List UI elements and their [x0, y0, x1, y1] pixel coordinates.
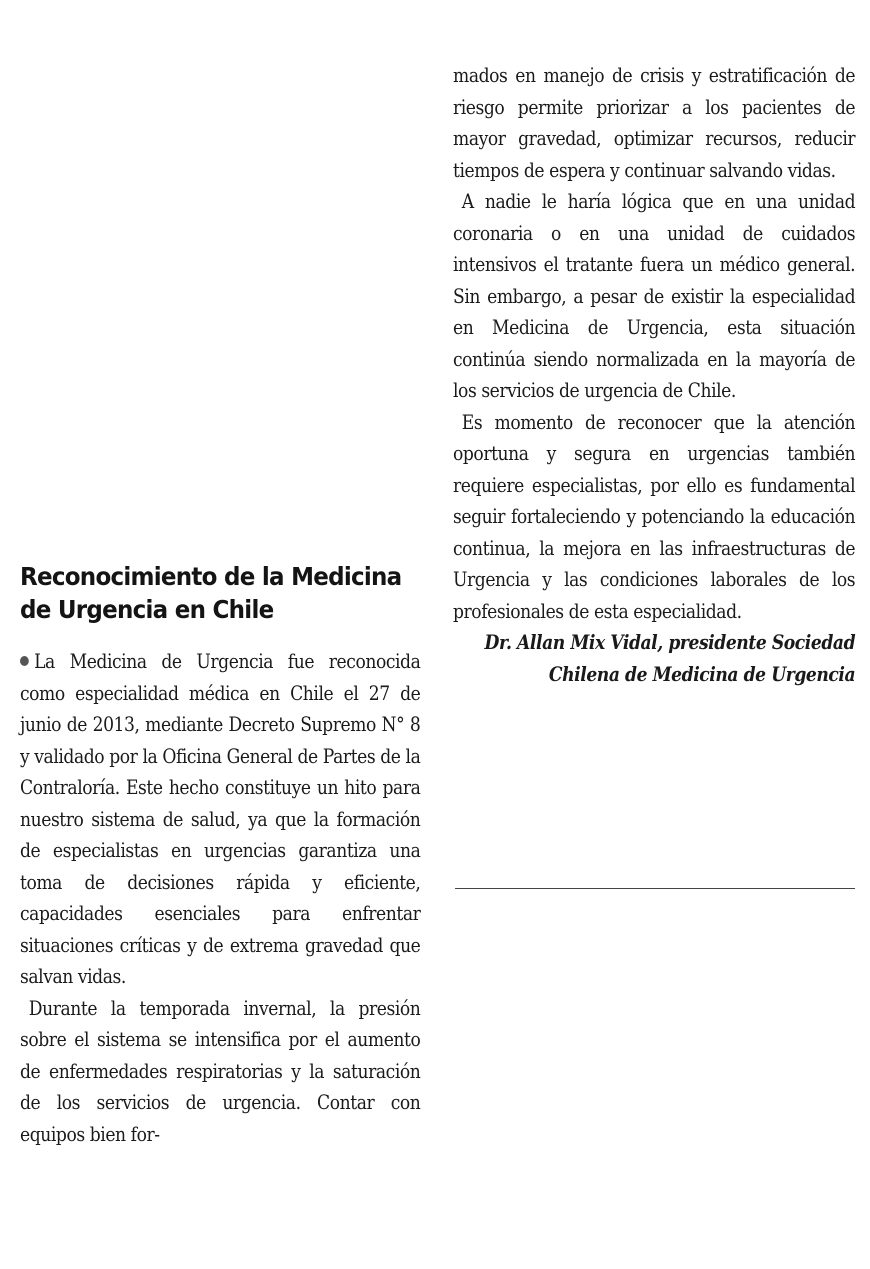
paragraph: mados en manejo de crisis y estratificación de riesgo permite priorizar a los pacientes de mayor gravedad, optimizar recursos, reducir tiempos de espera y continuar salvando vidas.	[453, 64, 856, 182]
paragraph: Es momento de reconocer que la atención oportuna y segura en urgencias también requiere especialistas, por ello es fundamental seguir fortaleciendo y potenciando la educación continua, la mejora en las infraestructuras de Urgencia y las condiciones laborales de los profesionales de esta especialidad.	[453, 410, 856, 623]
right-body	[453, 60, 855, 690]
paragraph: A nadie le haría lógica que en una unidad coronaria o en una unidad de cuidados intensivos el tratante fuera un médico general. Sin embargo, a pesar de existir la especialidad en Medicina de Urgencia, esta situación continúa siendo normalizada en la mayoría de los servicios de urgencia de Chile.	[453, 190, 856, 402]
paragraph: Durante la temporada invernal, la presión sobre el sistema se intensifica por el aumento de enfermedades respiratorias y la saturación de los servicios de urgencia. Contar con equipos bien for-	[20, 996, 421, 1146]
left-column	[20, 560, 420, 1150]
bullet-icon	[20, 656, 29, 666]
article-headline: Reconocimiento de la Medicina de Urgencia en Chile	[20, 562, 402, 624]
paragraph-text: La Medicina de Urgencia fue reconocida como especialidad médica en Chile el 27 de junio de 2013, mediante Decreto Supremo N° 8 y validado por la Oficina General de Partes de la Contraloría. Este hecho constituye un hito para nuestro sistema de salud, ya que la formación de especialistas en urgencias garantiza una toma de decisiones rápida y eficiente, capacidades esenciales para enfrentar situaciones críticas y de extrema gravedad que salvan vidas.	[20, 650, 421, 988]
right-column	[453, 60, 855, 690]
left-body	[20, 646, 420, 1150]
paragraph	[20, 646, 420, 993]
divider-rule	[455, 888, 855, 889]
author-signature: Dr. Allan Mix Vidal, presidente Sociedad Chilena de Medicina de Urgencia	[484, 631, 856, 686]
